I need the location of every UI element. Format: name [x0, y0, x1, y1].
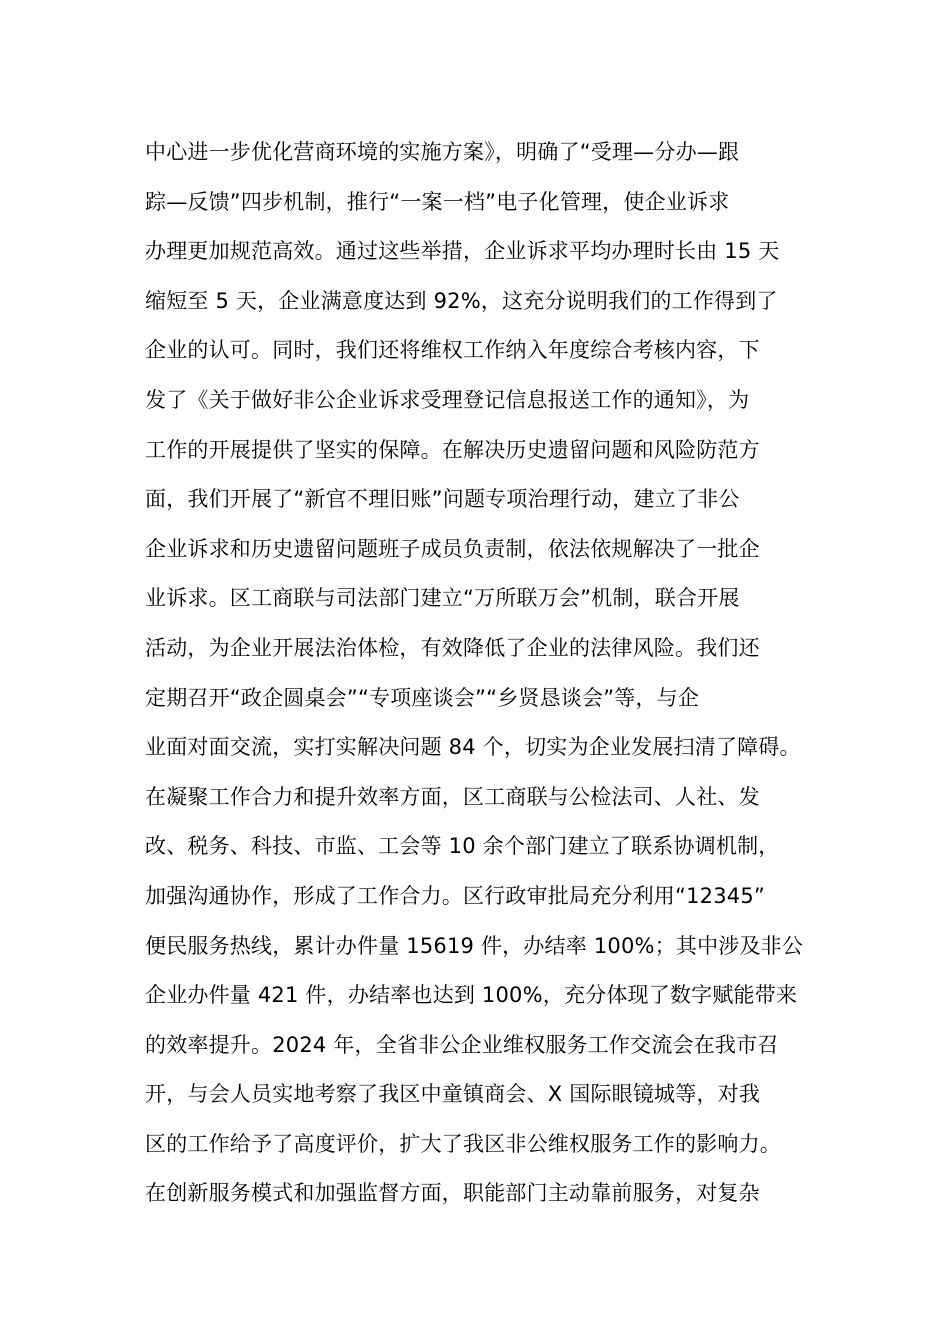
text-line: 定期召开“政企圆桌会”“专项座谈会”“乡贤恳谈会”等，与企 [145, 685, 700, 710]
text-line: 面，我们开展了“新官不理旧账”问题专项治理行动，建立了非公 [145, 487, 740, 512]
text-line: 在创新服务模式和加强监督方面，职能部门主动靠前服务，对复杂 [145, 1181, 760, 1206]
text-line: 发了《关于做好非公企业诉求受理登记信息报送工作的通知》，为 [145, 387, 750, 412]
text-line: 活动，为企业开展法治体检，有效降低了企业的法律风险。我们还 [145, 635, 760, 660]
text-line: 缩短至 5 天，企业满意度达到 92%，这充分说明我们的工作得到了 [145, 288, 778, 313]
text-line: 中心进一步优化营商环境的实施方案》，明确了“受理—分办—跟 [145, 140, 740, 164]
text-line: 在凝聚工作合力和提升效率方面，区工商联与公检法司、人社、发 [145, 784, 760, 809]
text-line: 改、税务、科技、市监、工会等 10 余个部门建立了联系协调机制， [145, 834, 780, 859]
text-line: 办理更加规范高效。通过这些举措，企业诉求平均办理时长由 15 天 [145, 239, 780, 264]
text-line: 企业诉求和历史遗留问题班子成员负责制，依法依规解决了一批企 [145, 536, 760, 561]
text-line: 企业办件量 421 件，办结率也达到 100%，充分体现了数字赋能带来 [145, 983, 798, 1008]
text-line: 的效率提升。2024 年，全省非公企业维权服务工作交流会在我市召 [145, 1032, 779, 1057]
text-line: 企业的认可。同时，我们还将维权工作纳入年度综合考核内容，下 [145, 338, 760, 363]
text-line: 工作的开展提供了坚实的保障。在解决历史遗留问题和风险防范方 [145, 437, 760, 462]
text-line: 区的工作给予了高度评价，扩大了我区非公维权服务工作的影响力。 [145, 1131, 781, 1156]
text-line: 业面对面交流，实打实解决问题 84 个，切实为企业发展扫清了障碍。 [145, 735, 801, 760]
text-line: 加强沟通协作，形成了工作合力。区行政审批局充分利用“12345” [145, 883, 765, 908]
text-line: 开，与会人员实地考察了我区中童镇商会、X 国际眼镜城等，对我 [145, 1082, 761, 1107]
text-line: 便民服务热线，累计办件量 15619 件，办结率 100%；其中涉及非公 [145, 933, 804, 958]
text-line: 踪—反馈”四步机制，推行“一案一档”电子化管理，使企业诉求 [145, 189, 730, 214]
text-line: 业诉求。区工商联与司法部门建立“万所联万会”机制，联合开展 [145, 586, 740, 611]
body-text [145, 128, 825, 1219]
